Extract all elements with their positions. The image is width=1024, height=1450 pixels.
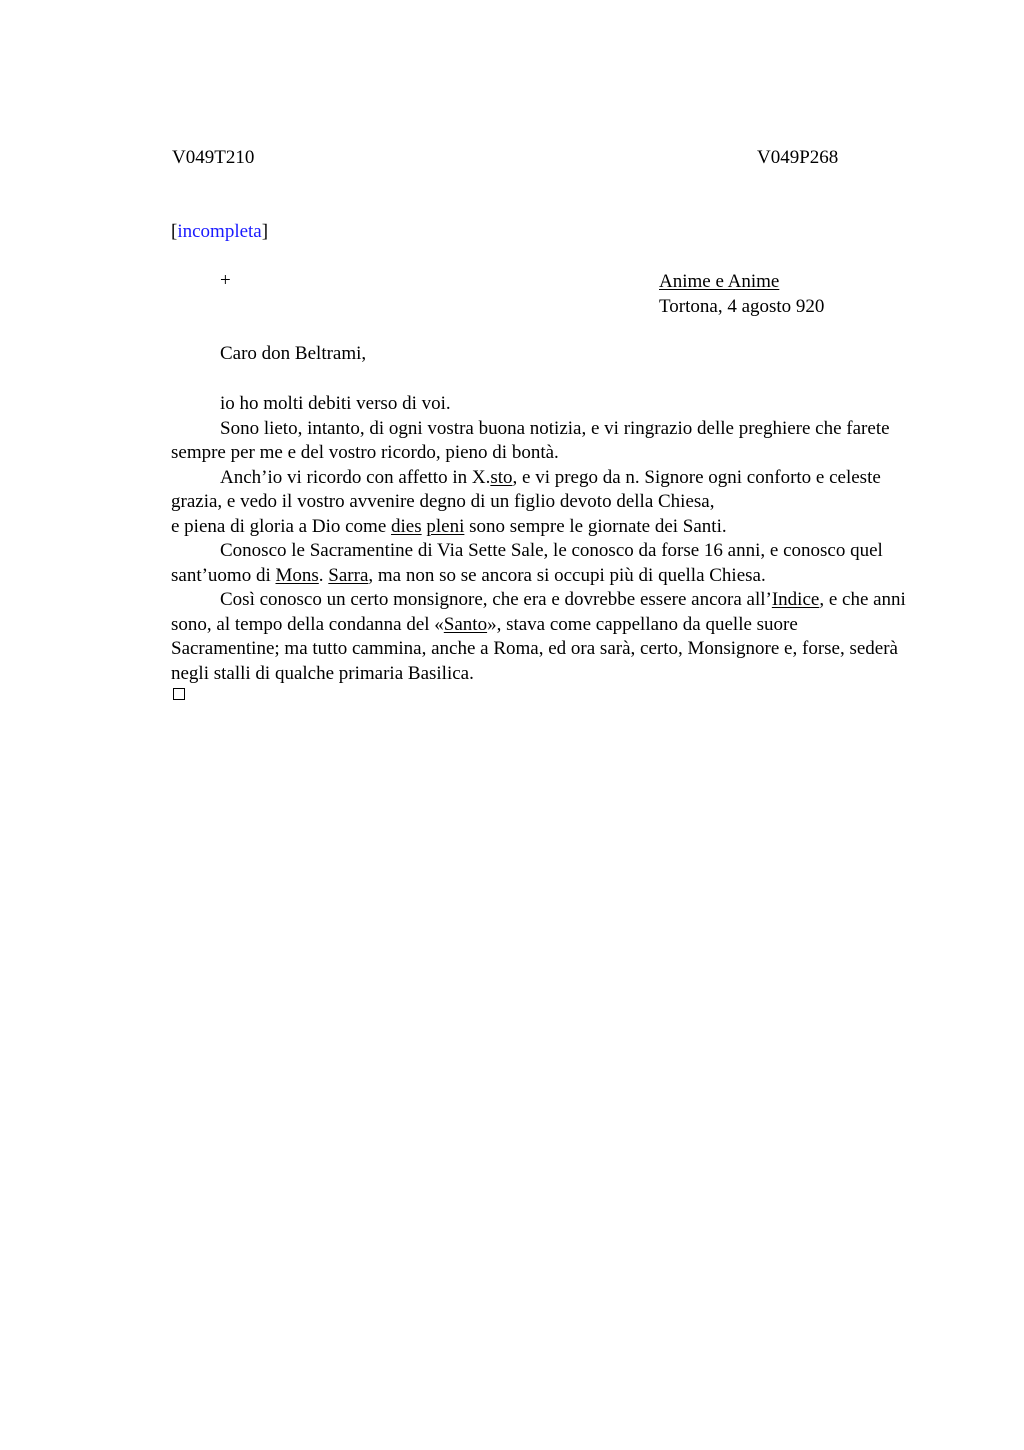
document-code-right: V049P268 <box>757 147 839 168</box>
text-segment: , e che anni sono, al tempo della condanna del « <box>171 589 906 635</box>
cross-mark: + <box>220 270 231 291</box>
text-segment: Anch’io vi ricordo con affetto in X. <box>220 466 491 488</box>
letterhead-title: Anime e Anime <box>659 271 780 292</box>
document-code-left: V049T210 <box>172 147 255 168</box>
status-note <box>171 221 268 243</box>
text-segment: , ma non so se ancora si occupi più di quella Chiesa. <box>368 564 766 586</box>
text-segment: , e vi prego da n. Signore ogni conforto e celeste grazia, e vedo il vostro avvenire degno di un figlio devoto della Chiesa, <box>171 466 881 512</box>
underlined-word: sto <box>490 466 513 488</box>
paragraph-3-continued <box>171 515 906 540</box>
underlined-word: Santo <box>443 613 488 635</box>
letter-body <box>171 392 906 686</box>
underlined-word: Mons <box>275 564 319 586</box>
bracket-open: [ <box>171 221 178 242</box>
text-segment: », stava come cappellano da quelle suore Sacramentine; ma tutto cammina, anche a Roma, ed ora sarà, certo, Monsignore e, forse, sederà negli stalli di qualche primaria Basilica. <box>171 613 898 684</box>
bracket-close: ] <box>261 221 269 242</box>
end-marker-icon <box>173 688 185 700</box>
paragraph-2: Sono lieto, intanto, di ogni vostra buona notizia, e vi ringrazio delle preghiere che farete sempre per me e del vostro ricordo, pieno di bontà. <box>171 417 890 463</box>
underlined-word: Sarra <box>328 564 369 586</box>
text-segment: . <box>318 564 329 586</box>
salutation: Caro don Beltrami, <box>220 343 367 364</box>
text-segment: Così conosco un certo monsignore, che era e dovrebbe essere ancora all’ <box>220 589 772 610</box>
underlined-word: Indice <box>771 589 820 610</box>
paragraph-1: io ho molti debiti verso di voi. <box>220 393 451 414</box>
place-date: Tortona, 4 agosto 920 <box>659 295 825 317</box>
letter-heading <box>659 270 824 319</box>
incomplete-link[interactable]: incompleta <box>177 221 262 242</box>
paragraph-5 <box>171 588 906 686</box>
underlined-word: dies <box>391 515 422 537</box>
paragraph-3 <box>171 466 906 515</box>
underlined-word: pleni <box>426 515 465 537</box>
text-segment: sono sempre le giornate dei Santi. <box>464 515 727 537</box>
text-segment: Conosco le Sacramentine di Via Sette Sale, le conosco da forse 16 anni, e conosco quel sant’uomo di <box>171 540 883 586</box>
paragraph-4 <box>171 539 906 588</box>
text-segment: e piena di gloria a Dio come <box>171 515 392 537</box>
